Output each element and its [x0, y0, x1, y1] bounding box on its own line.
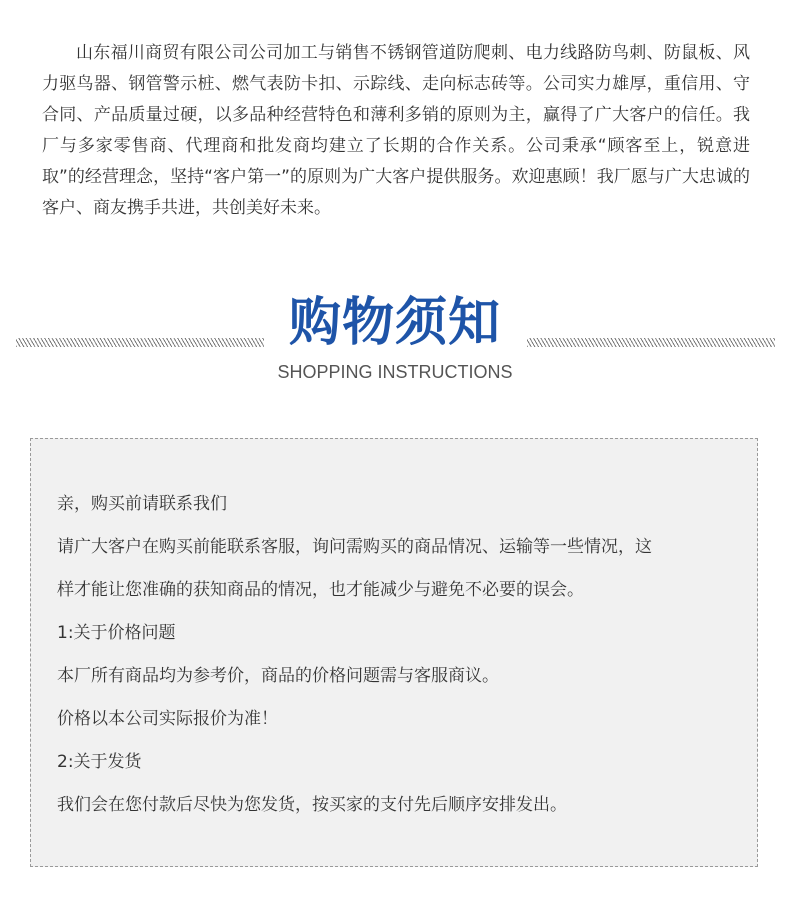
- shopping-instructions-heading: [0, 288, 790, 388]
- notice-line: 样才能让您准确的获知商品的情况，也才能减少与避免不必要的误会。: [57, 580, 584, 600]
- notice-list: [57, 483, 737, 827]
- notice-line-contact-heading: 亲，购买前请联系我们: [57, 494, 227, 514]
- notice-box: [30, 438, 758, 867]
- notice-line-shipping-heading: 2:关于发货: [57, 752, 142, 772]
- section-title: 购物须知: [288, 293, 501, 353]
- notice-line: 我们会在您付款后尽快为您发货，按买家的支付先后顺序安排发出。: [57, 795, 567, 815]
- company-intro-paragraph: 山东福川商贸有限公司公司加工与销售不锈钢管道防爬刺、电力线路防鸟刺、防鼠板、风力驱鸟器、钢管警示桩、燃气表防卡扣、示踪线、走向标志砖等。公司实力雄厚，重信用、守合同、产品质量过硬，以多品种经营特色和薄利多销的原则为主，赢得了广大客户的信任。我厂与多家零售商、代理商和批发商均建立了长期的合作关系。公司秉承“顾客至上，锐意进取”的经营理念，坚持“客户第一”的原则为广大客户提供服务。欢迎惠顾！我厂愿与广大忠诚的客户、商友携手共进，共创美好未来。: [42, 43, 750, 218]
- notice-line-price-heading: 1:关于价格问题: [57, 623, 176, 643]
- notice-line: 本厂所有商品均为参考价，商品的价格问题需与客服商议。: [57, 666, 499, 686]
- notice-line: 价格以本公司实际报价为准！: [57, 709, 278, 729]
- notice-line: 请广大客户在购买前能联系客服，询问需购买的商品情况、运输等一些情况，这: [57, 537, 652, 557]
- section-subtitle: SHOPPING INSTRUCTIONS: [277, 362, 513, 382]
